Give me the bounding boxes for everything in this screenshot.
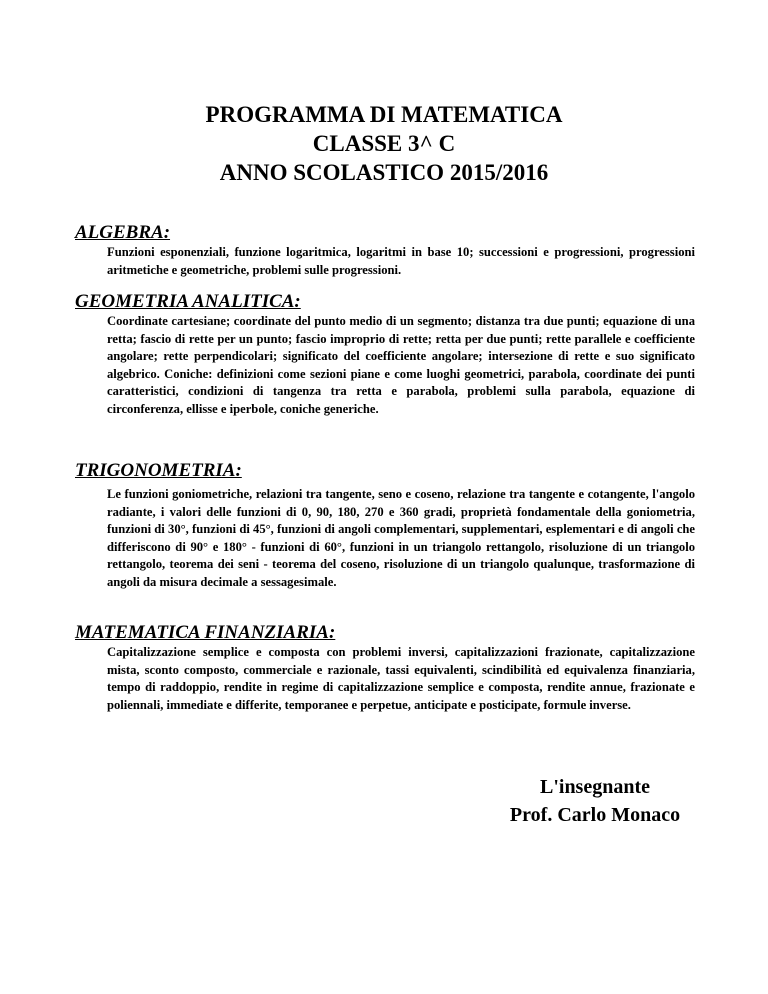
section-heading: MATEMATICA FINANZIARIA:: [75, 622, 336, 643]
section-heading: GEOMETRIA ANALITICA:: [75, 291, 301, 312]
title-line-2: CLASSE 3^ C: [312, 131, 456, 156]
section-heading: ALGEBRA:: [75, 222, 171, 243]
section-geometria-analitica: [75, 291, 695, 419]
signature-role: L'insegnante: [539, 776, 651, 798]
section-algebra: [75, 222, 695, 279]
document-title: [0, 100, 768, 187]
signature-name: Prof. Carlo Monaco: [509, 804, 681, 826]
signature-block: [480, 773, 710, 829]
section-body: Le funzioni goniometriche, relazioni tra tangente, seno e coseno, relazione tra tangente e cotangente, l'angolo radiante, i valori delle funzioni di 0, 90, 180, 270 e 360 gradi, proprietà fondamentale della goniometria, funzioni di 30°, funzioni di 45°, funzioni di angoli complementari, supplementari, esplementari e di angoli che differiscono di 90° e 180° - funzioni di 60°, funzioni in un triangolo rettangolo, risoluzione di un triangolo rettangolo, teorema dei seni - teorema del coseno, risoluzione di un triangolo qualunque, trasformazione di angoli da misura decimale a sessagesimale.: [107, 487, 695, 589]
section-trigonometria: [75, 460, 695, 592]
title-line-3: ANNO SCOLASTICO 2015/2016: [219, 160, 549, 185]
section-heading: TRIGONOMETRIA:: [75, 460, 242, 481]
section-matematica-finanziaria: [75, 622, 695, 714]
section-body: Funzioni esponenziali, funzione logaritmica, logaritmi in base 10; successioni e progressioni, progressioni aritmetiche e geometriche, problemi sulle progressioni.: [107, 245, 695, 277]
section-body: Capitalizzazione semplice e composta con problemi inversi, capitalizzazioni frazionate, capitalizzazione mista, sconto composto, commerciale e razionale, tassi equivalenti, scindibilità ed equivalenza finanziaria, tempo di raddoppio, rendite in regime di capitalizzazione semplice e composta, rendite annue, frazionate e poliennali, immediate e differite, temporanee e perpetue, anticipate e posticipate, formule inverse.: [107, 645, 695, 712]
section-body: Coordinate cartesiane; coordinate del punto medio di un segmento; distanza tra due punti; equazione di una retta; fascio di rette per un punto; fascio improprio di rette; retta per due punti; rette parallele e coefficiente angolare; rette perpendicolari; significato del coefficiente angolare; intersezione di rette e suo significato algebrico. Coniche: definizioni come sezioni piane e come luoghi geometrici, parabola, coordinate dei punti caratteristici, condizioni di tangenza tra retta e parabola, problemi sulla parabola, equazione di circonferenza, ellisse e iperbole, coniche generiche.: [107, 314, 695, 416]
title-line-1: PROGRAMMA DI MATEMATICA: [205, 102, 563, 127]
